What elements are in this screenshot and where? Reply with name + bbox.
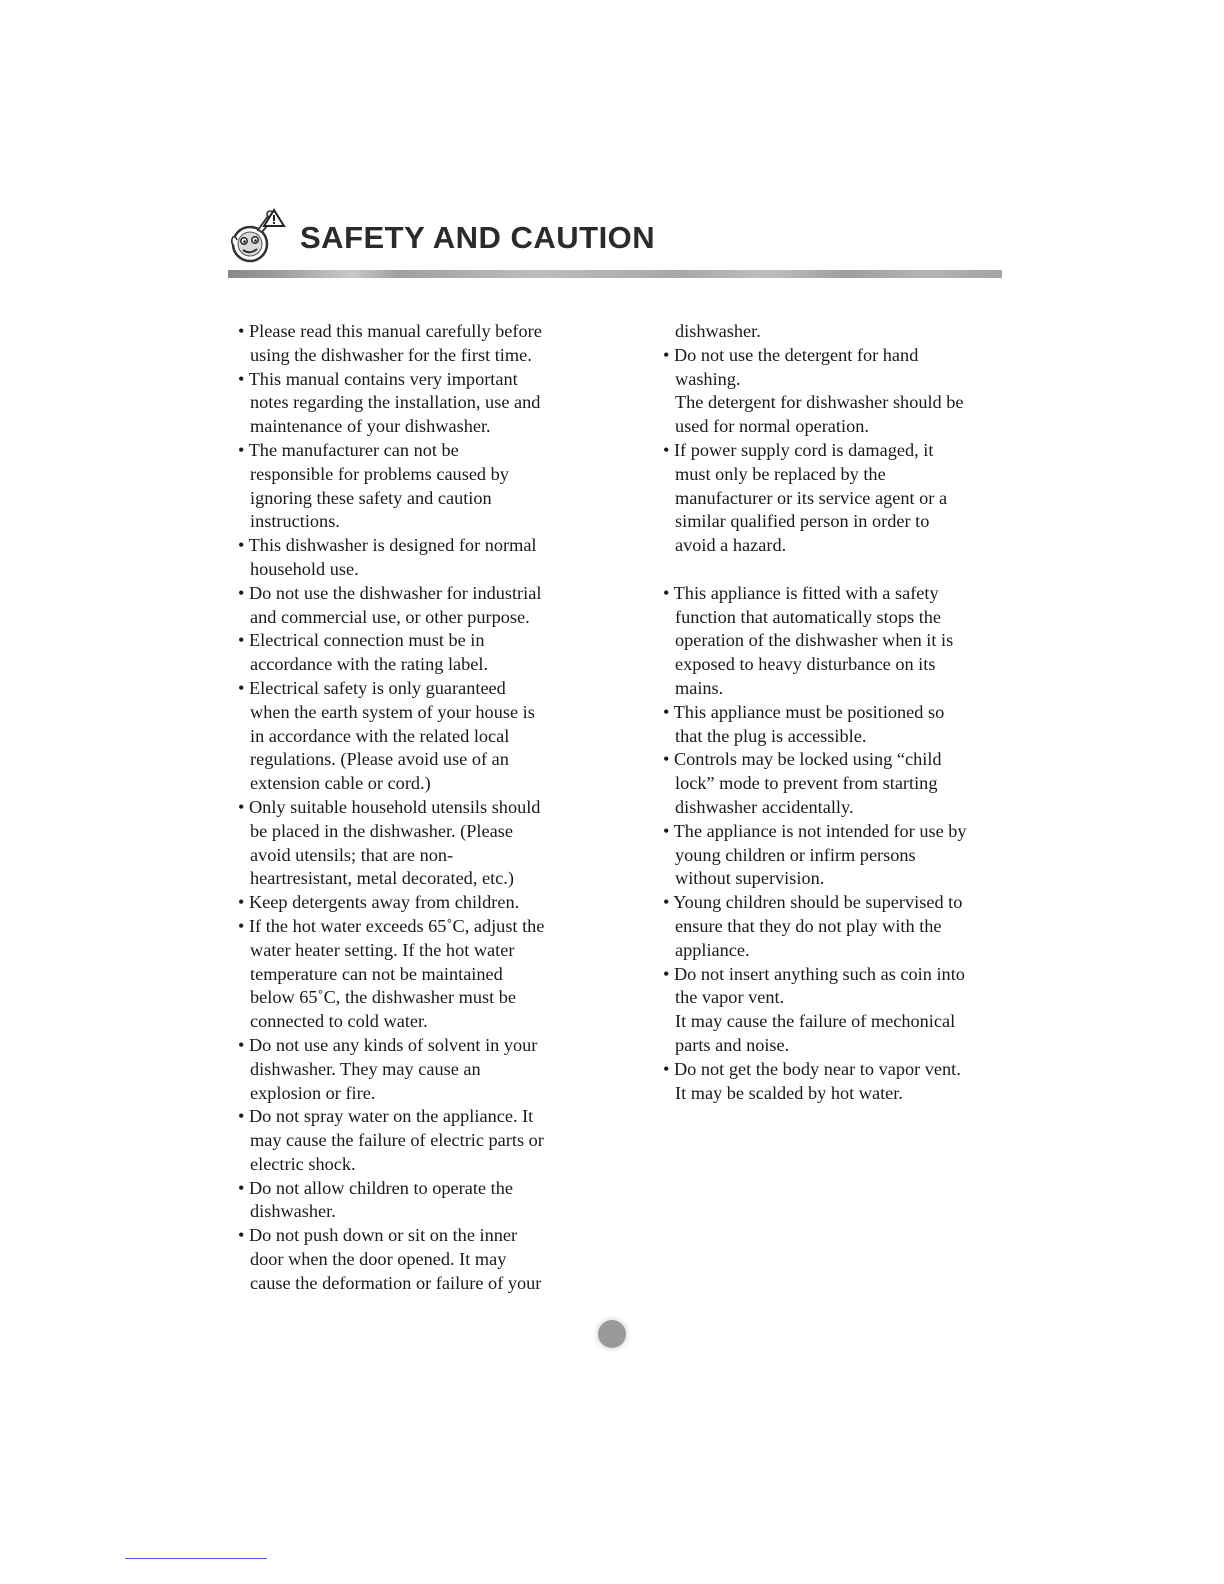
bullet-line: • Do not push down or sit on the inner: [238, 1225, 518, 1246]
continuation-line: appliance.: [675, 939, 750, 960]
continuation-line: extension cable or cord.): [250, 773, 431, 794]
continuation-line: lock” mode to prevent from starting: [675, 773, 938, 794]
bullet-line: • Do not spray water on the appliance. It: [238, 1106, 534, 1127]
bullet-line: • Please read this manual carefully before: [238, 321, 542, 341]
bullet-line: • Do not get the body near to vapor vent.: [663, 1058, 961, 1079]
footer-link-underline: [125, 1558, 267, 1559]
continuation-line: explosion or fire.: [250, 1082, 376, 1103]
page-title: SAFETY AND CAUTION: [300, 220, 656, 255]
bullet-line: • Keep detergents away from children.: [238, 892, 520, 913]
continuation-line: using the dishwasher for the first time.: [250, 344, 532, 365]
continuation-line: young children or infirm persons: [675, 844, 916, 865]
continuation-line: ensure that they do not play with the: [675, 915, 942, 936]
continuation-line: that the plug is accessible.: [675, 725, 867, 746]
continuation-line: door when the door opened. It may: [250, 1249, 507, 1270]
bullet-line: • Only suitable household utensils should: [238, 796, 541, 817]
bullet-line: • Young children should be supervised to: [663, 892, 963, 913]
right-text-column: [663, 320, 998, 1105]
bullet-line: • Electrical safety is only guaranteed: [238, 677, 506, 698]
continuation-line: household use.: [250, 558, 359, 579]
continuation-line: temperature can not be maintained: [250, 963, 503, 984]
bullet-line: • Do not use any kinds of solvent in your: [238, 1034, 538, 1055]
bullet-line: • Controls may be locked using “child: [663, 749, 942, 770]
bullet-line: • Do not use the detergent for hand: [663, 344, 919, 365]
continuation-line: the vapor vent.: [675, 987, 785, 1008]
continuation-line: used for normal operation.: [675, 416, 869, 437]
warning-mascot-icon: [228, 206, 288, 266]
continuation-line: must only be replaced by the: [675, 463, 886, 484]
bullet-line: • If the hot water exceeds 65˚C, adjust the: [238, 915, 545, 936]
continuation-line: parts and noise.: [675, 1034, 790, 1055]
bullet-line: • Do not allow children to operate the: [238, 1177, 513, 1198]
continuation-line: electric shock.: [250, 1153, 356, 1174]
continuation-line: may cause the failure of electric parts or: [250, 1130, 544, 1151]
continuation-line: regulations. (Please avoid use of an: [250, 749, 509, 770]
continuation-line: The detergent for dishwasher should be: [675, 392, 964, 413]
bullet-line: • This appliance must be positioned so: [663, 701, 945, 722]
continuation-line: It may be scalded by hot water.: [675, 1082, 903, 1103]
continuation-line: connected to cold water.: [250, 1011, 428, 1032]
continuation-line: washing.: [675, 368, 741, 389]
bullet-line: • If power supply cord is damaged, it: [663, 439, 934, 460]
continuation-line: dishwasher. They may cause an: [250, 1058, 481, 1079]
left-text-column: [238, 320, 583, 1296]
continuation-line: function that automatically stops the: [675, 606, 942, 627]
bullet-line: • Electrical connection must be in: [238, 630, 485, 651]
page-number-marker: [598, 1320, 626, 1348]
continuation-line: ignoring these safety and caution: [250, 487, 492, 508]
bullet-line: • The manufacturer can not be: [238, 439, 459, 460]
continuation-line: notes regarding the installation, use and: [250, 392, 541, 413]
continuation-line: mains.: [675, 677, 724, 698]
continuation-line: heartresistant, metal decorated, etc.): [250, 868, 514, 889]
bullet-line: • Do not insert anything such as coin into: [663, 963, 965, 984]
blank-line: [663, 558, 998, 582]
continuation-line: It may cause the failure of mechonical: [675, 1011, 956, 1032]
continuation-line: in accordance with the related local: [250, 725, 510, 746]
continuation-line: and commercial use, or other purpose.: [250, 606, 530, 627]
continuation-line: instructions.: [250, 511, 340, 532]
continuation-line: exposed to heavy disturbance on its: [675, 654, 936, 675]
continuation-line: below 65˚C, the dishwasher must be: [250, 987, 517, 1008]
continuation-line: cause the deformation or failure of your: [250, 1272, 542, 1293]
continuation-line: without supervision.: [675, 868, 825, 889]
bullet-line: • The appliance is not intended for use by: [663, 820, 967, 841]
continuation-line: maintenance of your dishwasher.: [250, 416, 491, 437]
page-header: [228, 206, 1002, 266]
continuation-line: be placed in the dishwasher. (Please: [250, 820, 513, 841]
continuation-line: dishwasher accidentally.: [675, 796, 854, 817]
continuation-line: avoid utensils; that are non-: [250, 844, 454, 865]
bullet-line: • This dishwasher is designed for normal: [238, 535, 537, 556]
continuation-line: operation of the dishwasher when it is: [675, 630, 954, 651]
continuation-line: responsible for problems caused by: [250, 463, 509, 484]
continuation-line: similar qualified person in order to: [675, 511, 930, 532]
continuation-line: manufacturer or its service agent or a: [675, 487, 948, 508]
continuation-line: water heater setting. If the hot water: [250, 939, 515, 960]
continuation-line: dishwasher.: [675, 321, 761, 341]
continuation-line: when the earth system of your house is: [250, 701, 535, 722]
bullet-line: • This appliance is fitted with a safety: [663, 582, 939, 603]
continuation-line: dishwasher.: [250, 1201, 336, 1222]
continuation-line: accordance with the rating label.: [250, 654, 489, 675]
continuation-line: avoid a hazard.: [675, 535, 787, 556]
bullet-line: • This manual contains very important: [238, 368, 518, 389]
header-divider: [228, 270, 1002, 278]
bullet-line: • Do not use the dishwasher for industrial: [238, 582, 542, 603]
